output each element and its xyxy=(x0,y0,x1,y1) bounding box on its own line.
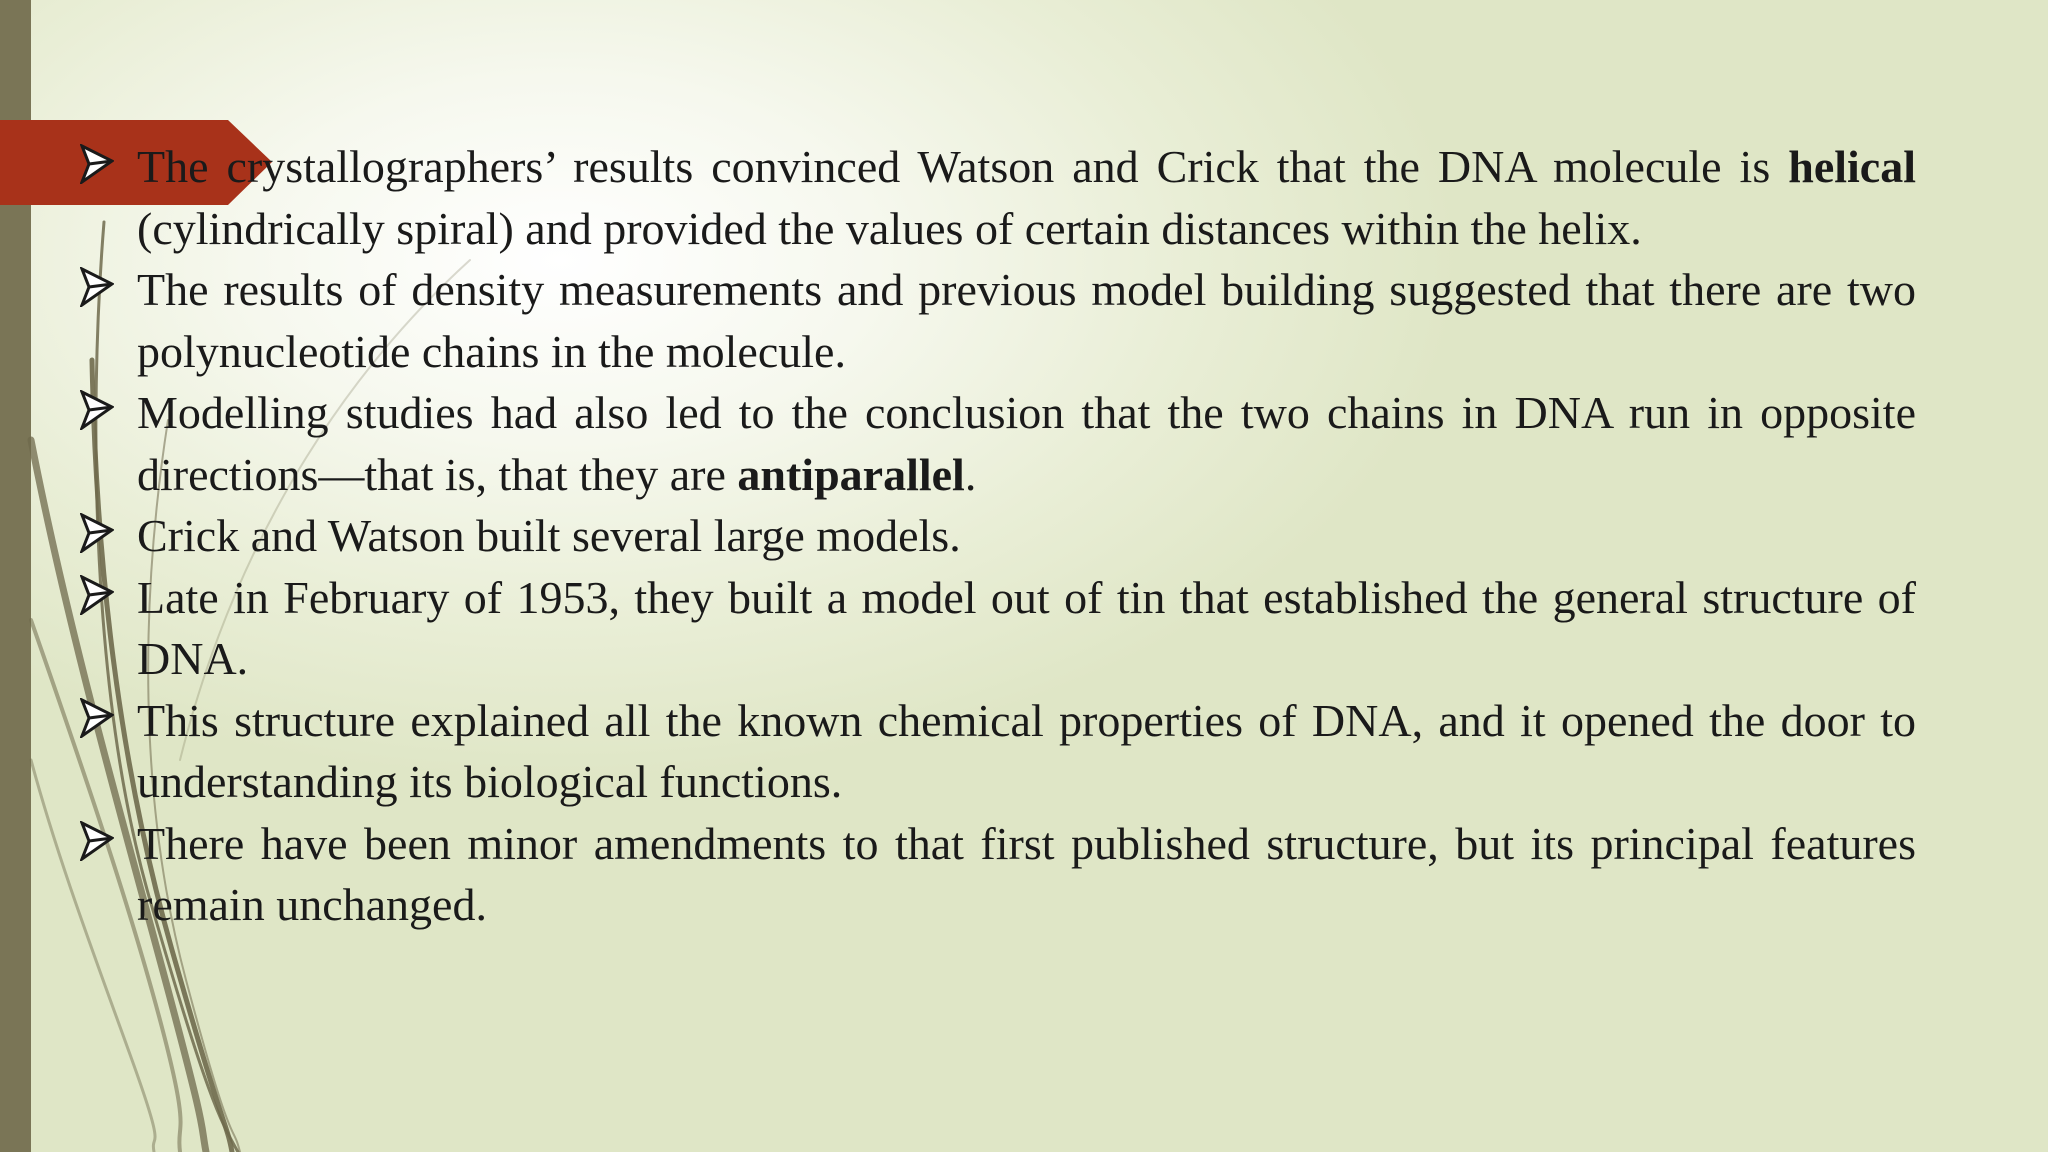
bullet-text xyxy=(137,572,1916,685)
text-run: . xyxy=(964,448,977,500)
bullet-text xyxy=(137,264,1916,377)
bullet-text xyxy=(137,387,1916,500)
arrowhead-bullet-icon xyxy=(80,575,114,615)
text-run: The results of density measurements and previous model building suggested that there are two polynucleotide chains in the molecule. xyxy=(137,264,1916,377)
bullet-item xyxy=(80,813,1916,936)
bullet-item xyxy=(80,259,1916,382)
text-run: There have been minor amendments to that first published structure, but its principal features remain unchanged. xyxy=(137,817,1916,930)
arrowhead-bullet-icon xyxy=(80,513,114,553)
text-run: This structure explained all the known chemical properties of DNA, and it opened the door to understanding its biological functions. xyxy=(137,694,1916,807)
bold-term: antiparallel xyxy=(737,448,965,500)
bullet-item xyxy=(80,382,1916,505)
bold-term: helical xyxy=(1788,141,1916,192)
arrowhead-bullet-icon xyxy=(80,144,114,184)
arrowhead-bullet-icon xyxy=(80,267,114,307)
text-run: (cylindrically spiral) and provided the values of certain distances within the helix. xyxy=(137,202,1642,254)
text-run: Late in February of 1953, they built a model out of tin that established the general structure of DNA. xyxy=(137,571,1916,684)
bullet-list xyxy=(80,136,1916,936)
bullet-item xyxy=(80,136,1916,259)
text-run: Crick and Watson built several large models. xyxy=(137,510,961,561)
bullet-item xyxy=(80,567,1916,690)
bullet-text xyxy=(137,141,1916,254)
text-run: The crystallographers’ results convinced Watson and Crick that the DNA molecule is xyxy=(137,141,1789,192)
text-run: Modelling studies had also led to the conclusion that the two chains in DNA run in opposite directions—that is, that they are xyxy=(137,387,1916,500)
arrowhead-bullet-icon xyxy=(80,698,114,738)
arrowhead-bullet-icon xyxy=(80,390,114,430)
bullet-text xyxy=(137,510,961,561)
bullet-item xyxy=(80,505,1916,567)
bullet-text xyxy=(137,695,1916,808)
bullet-text xyxy=(137,818,1916,931)
arrowhead-bullet-icon xyxy=(80,821,114,861)
bullet-item xyxy=(80,690,1916,813)
